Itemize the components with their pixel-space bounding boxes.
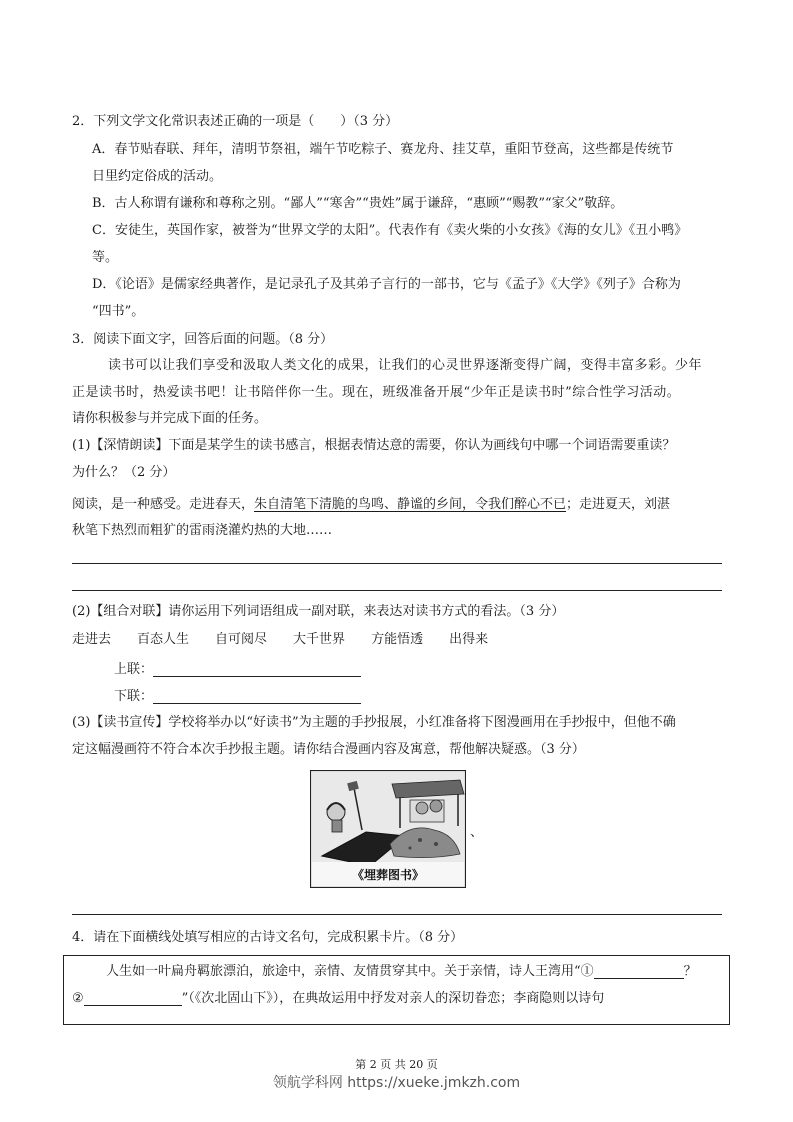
card-text: 人生如一叶扁舟羁旅漂泊，旅途中，亲情、友情贯穿其中。关于亲情，诗人王湾用“ — [106, 964, 581, 979]
answer-line[interactable] — [72, 914, 722, 915]
q3-part2-question: (2)【组合对联】请你运用下列词语组成一副对联，来表达对读书方式的看法。（3 分） — [72, 604, 565, 619]
q2-option-c-line1: C．安徒生，英国作家，被誉为“世界文学的太阳”。代表作有《卖火柴的小女孩》《海的女儿》《丑小鸭》 — [92, 223, 688, 238]
upper-couplet-label: 上联： — [114, 662, 154, 677]
q3-part1-question-line1: (1)【深情朗读】下面是某学生的读书感言，根据表情达意的需要，你认为画线句中哪一个词语需要重读？ — [72, 438, 676, 453]
q2-option-c-line2: 等。 — [92, 250, 119, 265]
upper-couplet-row — [114, 661, 361, 679]
q3-intro-line2: 正是读书时，热爱读书吧！让书陪伴你一生。现在，班级准备开展“少年正是读书时”综合性学习活动。 — [72, 385, 681, 400]
blank-1[interactable] — [594, 964, 684, 979]
lower-couplet-label: 下联： — [114, 689, 154, 704]
word-item: 走进去 — [72, 632, 112, 647]
word-item: 自可阅尽 — [215, 632, 268, 647]
word-item: 百态人生 — [137, 632, 190, 647]
card-line2 — [72, 990, 604, 1008]
q3-stem: 3．阅读下面文字，回答后面的问题。（8 分） — [72, 332, 334, 347]
q3-part1-passage-line2: 秋笔下热烈而粗犷的雷雨浇灌灼热的大地…… — [72, 523, 333, 538]
lower-couplet-row — [114, 688, 361, 706]
q2-option-d-line1: D．《论语》是儒家经典著作，是记录孔子及其弟子言行的一部书，它与《孟子》《大学》《列子》合称为 — [92, 277, 681, 292]
card-line1 — [106, 963, 697, 981]
passage-text-before: 阅读，是一种感受。走进春天， — [72, 497, 255, 512]
comic-illustration — [310, 770, 466, 888]
upper-couplet-blank[interactable] — [153, 662, 361, 677]
blank-2[interactable] — [84, 991, 182, 1006]
stray-mark: 、 — [470, 825, 484, 840]
q2-stem: 2．下列文学文化常识表述正确的一项是（ ）（3 分） — [72, 114, 399, 129]
q3-part2-words — [72, 631, 488, 649]
word-item: 方能悟透 — [371, 632, 424, 647]
q2-option-a-line1: A．春节贴春联、拜年，清明节祭祖，端午节吃粽子、赛龙舟、挂艾草，重阳节登高，这些都是传统节 — [92, 142, 674, 157]
q3-intro-line3: 请你积极参与并完成下面的任务。 — [72, 411, 268, 426]
site-watermark: 领航学科网 https://xueke.jmkzh.com — [272, 1075, 521, 1091]
blank-number-2: ② — [72, 991, 84, 1006]
q4-stem: 4．请在下面横线处填写相应的古诗文名句，完成积累卡片。（8 分） — [72, 930, 464, 945]
q3-intro-line1: 读书可以让我们享受和汲取人类文化的成果，让我们的心灵世界逐渐变得广阔，变得丰富多彩。少年 — [108, 358, 703, 373]
passage-text-after: ；走进夏天，刘湛 — [566, 497, 671, 512]
word-item: 出得来 — [449, 632, 489, 647]
blank-number-1: ① — [580, 964, 594, 979]
card-punct: ？ — [683, 964, 697, 979]
accumulation-card — [63, 955, 730, 1025]
q2-option-b: B．古人称谓有谦称和尊称之别。“鄙人”“寒舍”“贵姓”属于谦辞，“惠顾”“赐教”“家父”敬辞。 — [92, 196, 624, 211]
q2-option-a-line2: 日里约定俗成的活动。 — [92, 169, 223, 184]
answer-line[interactable] — [72, 563, 722, 564]
q3-part1-passage-line1 — [72, 496, 670, 514]
lower-couplet-blank[interactable] — [153, 689, 361, 704]
q3-part3-question-line1: (3)【读书宣传】学校将举办以“好读书”为主题的手抄报展，小红准备将下图漫画用在手抄报中，但他不确 — [72, 715, 676, 730]
word-item: 大千世界 — [293, 632, 346, 647]
q2-option-d-line2: “四书”。 — [92, 304, 145, 319]
answer-line[interactable] — [72, 590, 722, 591]
q3-part1-question-line2: 为什么？（2 分） — [72, 465, 176, 480]
page-number: 第 2 页 共 20 页 — [355, 1058, 438, 1071]
underlined-sentence: 朱自清笔下清脆的鸟鸣、静谧的乡间，令我们醉心不已 — [254, 497, 567, 512]
comic-caption: 《埋葬图书》 — [351, 868, 425, 882]
card-text: ”（《次北固山下》），在典故运用中抒发对亲人的深切眷恋；李商隐则以诗句 — [181, 991, 605, 1006]
q3-part3-question-line2: 定这幅漫画符不符合本次手抄报主题。请你结合漫画内容及寓意，帮他解决疑惑。（3 分） — [72, 742, 585, 757]
